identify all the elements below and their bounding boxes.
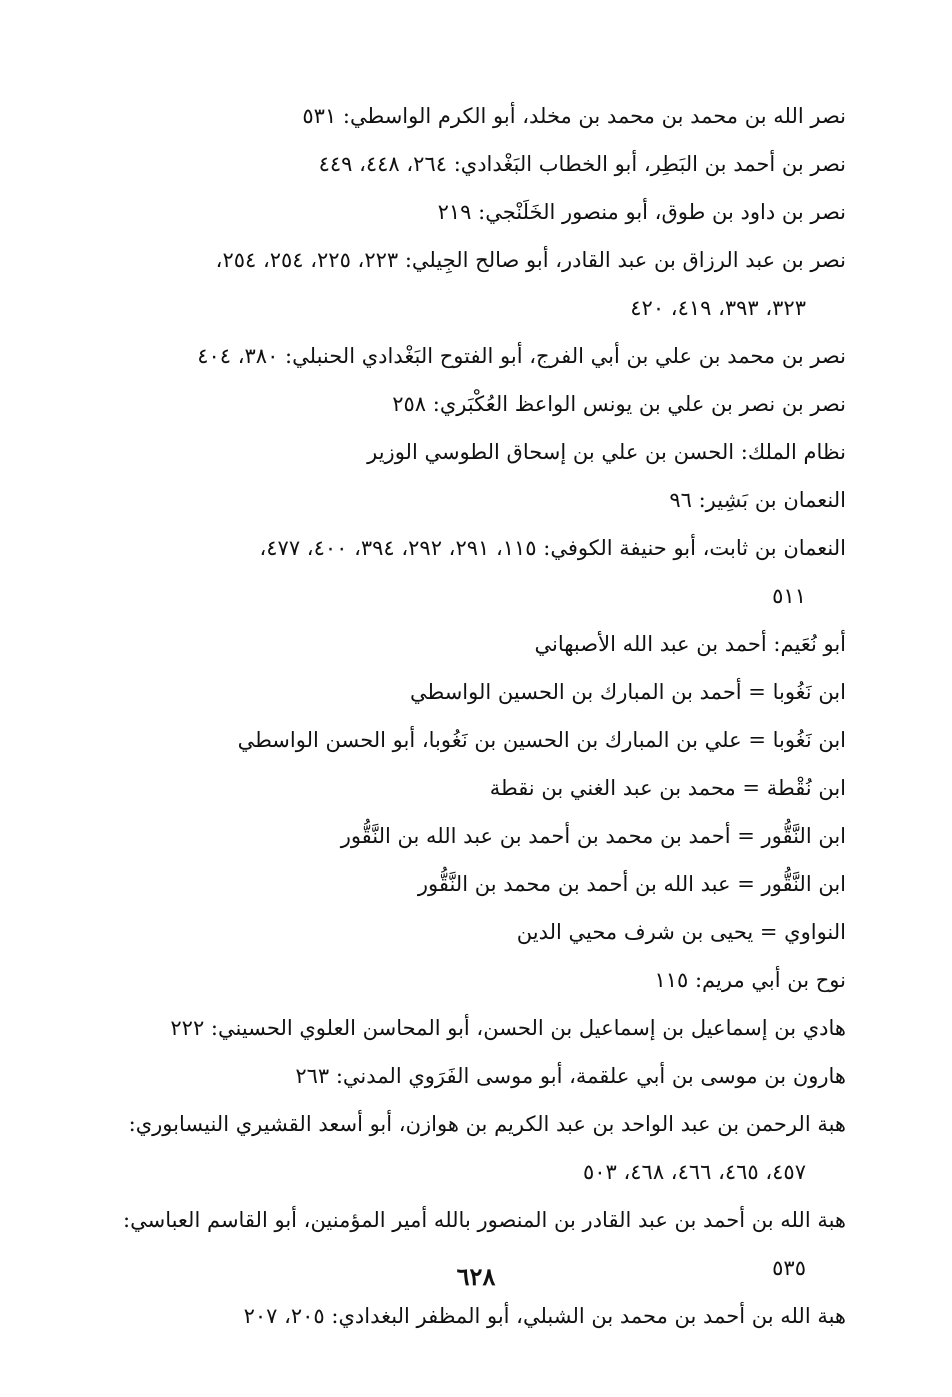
index-entry-continuation: ٥١١ <box>772 584 806 608</box>
index-entry-text: ابن نَغُوبا = علي بن المبارك بن الحسين بن نَغُوبا، أبو الحسن الواسطي <box>237 728 846 752</box>
index-entry <box>110 1004 846 1052</box>
index-entry-continuation: ٣٢٣، ٣٩٣، ٤١٩، ٤٢٠ <box>630 296 806 320</box>
index-entry-text: النواوي = يحيى بن شرف محيي الدين <box>516 920 846 944</box>
index-entry <box>110 668 846 716</box>
index-entry-text: نوح بن أبي مريم: ١١٥ <box>654 968 846 992</box>
index-entry-text: النعمان بن بَشِير: ٩٦ <box>669 488 846 512</box>
index-entry <box>110 716 846 764</box>
index-entry-text: نصر بن أحمد بن البَطِر، أبو الخطاب البَغْدادي: ٢٦٤، ٤٤٨، ٤٤٩ <box>318 152 846 176</box>
index-entry-text: نصر الله بن محمد بن محمد بن مخلد، أبو الكرم الواسطي: ٥٣١ <box>302 104 846 128</box>
index-entry-text: النعمان بن ثابت، أبو حنيفة الكوفي: ١١٥، ٢٩١، ٢٩٢، ٣٩٤، ٤٠٠، ٤٧٧، <box>259 536 846 560</box>
index-entry <box>110 188 846 236</box>
index-entry-text: ابن نَغُوبا = أحمد بن المبارك بن الحسين الواسطي <box>409 680 846 704</box>
index-entry <box>110 428 846 476</box>
index-entry-continuation: ٤٥٧، ٤٦٥، ٤٦٦، ٤٦٨، ٥٠٣ <box>582 1160 806 1184</box>
index-entry <box>110 956 846 1004</box>
index-entry-text: أبو نُعَيم: أحمد بن عبد الله الأصبهاني <box>534 632 846 656</box>
index-entry <box>110 380 846 428</box>
index-entry <box>110 236 846 332</box>
index-entry-text: هادي بن إسماعيل بن إسماعيل بن الحسن، أبو المحاسن العلوي الحسيني: ٢٢٢ <box>170 1016 846 1040</box>
index-entry <box>110 92 846 140</box>
index-entry-text: هبة الله بن أحمد بن محمد بن الشبلي، أبو المظفر البغدادي: ٢٠٥، ٢٠٧ <box>243 1304 846 1328</box>
index-entry <box>110 476 846 524</box>
index-entry <box>110 860 846 908</box>
page-number: ٦٢٨ <box>456 1262 496 1291</box>
index-entry <box>110 1100 846 1196</box>
index-entry <box>110 764 846 812</box>
index-entry <box>110 524 846 620</box>
index-entry-text: نصر بن محمد بن علي بن أبي الفرج، أبو الفتوح البَغْدادي الحنبلي: ٣٨٠، ٤٠٤ <box>197 344 846 368</box>
index-entry-text: هارون بن موسى بن أبي علقمة، أبو موسى الفَرَوي المدني: ٢٦٣ <box>295 1064 846 1088</box>
name-index-list <box>110 92 846 1340</box>
index-entry-text: نصر بن عبد الرزاق بن عبد القادر، أبو صالح الجِيلي: ٢٢٣، ٢٢٥، ٢٥٤، ٢٥٤، <box>215 248 846 272</box>
index-entry-text: ابن النَّقُّور = عبد الله بن أحمد بن محمد بن النَّقُّور <box>417 872 846 896</box>
index-entry <box>110 812 846 860</box>
index-entry-text: هبة الرحمن بن عبد الواحد بن عبد الكريم بن هوازن، أبو أسعد القشيري النيسابوري: <box>128 1112 846 1136</box>
index-entry-text: ابن نُقْطة = محمد بن عبد الغني بن نقطة <box>489 776 846 800</box>
index-entry <box>110 908 846 956</box>
index-entry-text: نظام الملك: الحسن بن علي بن إسحاق الطوسي الوزير <box>367 440 846 464</box>
index-entry-text: نصر بن داود بن طوق، أبو منصور الخَلَنْجي: ٢١٩ <box>437 200 846 224</box>
index-entry <box>110 1292 846 1340</box>
index-entry <box>110 332 846 380</box>
index-entry-text: ابن النَّقُّور = أحمد بن محمد بن أحمد بن عبد الله بن النَّقُّور <box>340 824 846 848</box>
index-entry <box>110 140 846 188</box>
index-entry <box>110 1052 846 1100</box>
index-entry-text: نصر بن نصر بن علي بن يونس الواعظ العُكْبَري: ٢٥٨ <box>392 392 846 416</box>
index-entry <box>110 620 846 668</box>
index-entry-continuation: ٥٣٥ <box>772 1256 806 1280</box>
index-entry-text: هبة الله بن أحمد بن عبد القادر بن المنصور بالله أمير المؤمنين، أبو القاسم العباسي: <box>123 1208 846 1232</box>
